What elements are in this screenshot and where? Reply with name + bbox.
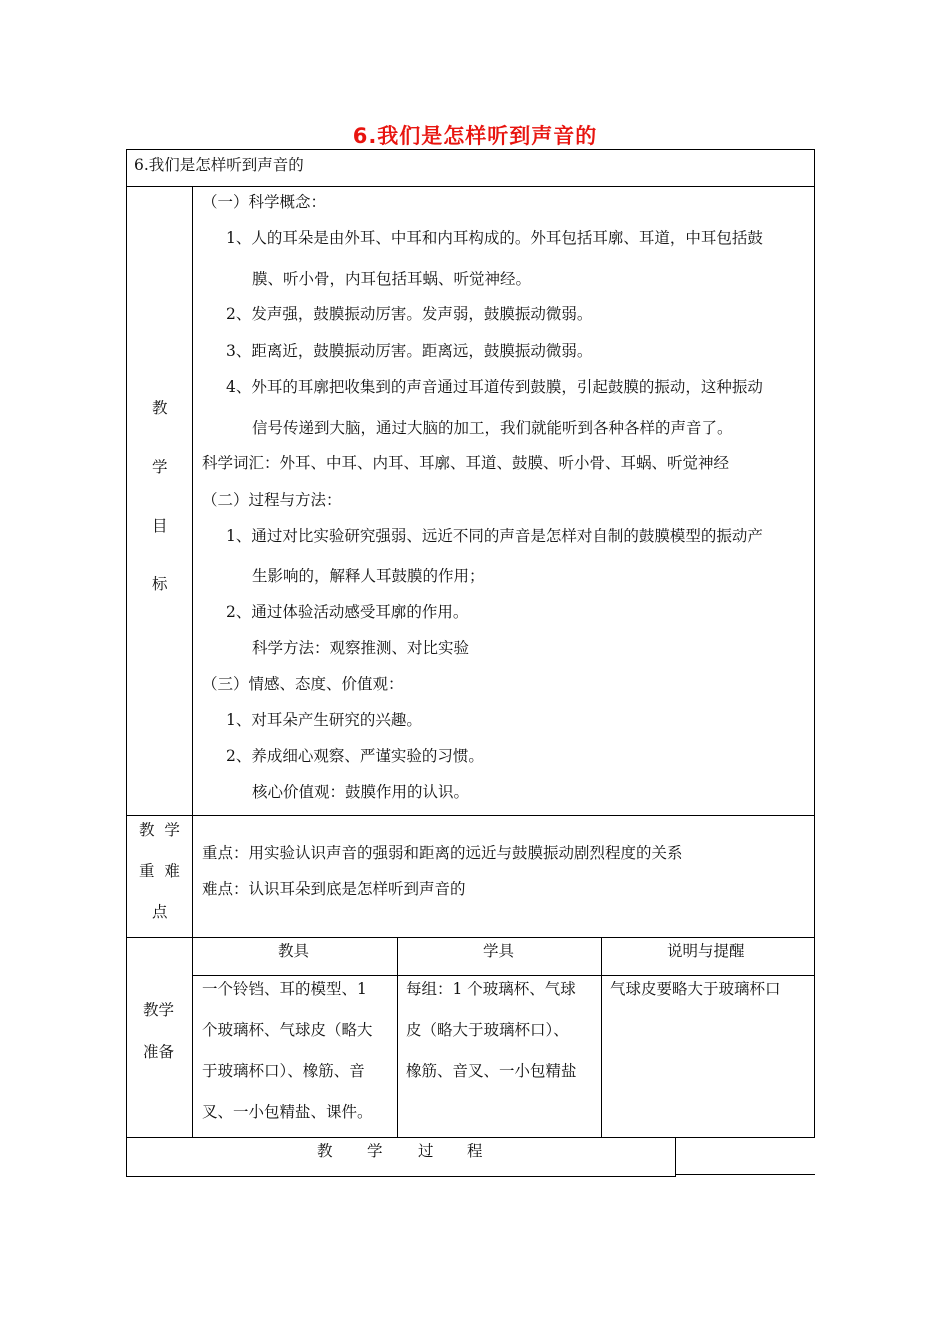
- table-border-label-col: [192, 186, 193, 1138]
- objective-line: 1、对耳朵产生研究的兴趣。: [226, 711, 422, 729]
- teaching-aids-line: 个玻璃杯、气球皮（略大: [202, 1021, 373, 1039]
- objectives-label-char: 学: [152, 458, 168, 476]
- prep-header-notes: 说明与提醒: [667, 942, 745, 960]
- objective-line: （二）过程与方法：: [202, 491, 342, 509]
- objective-line: 2、养成细心观察、严谨实验的习惯。: [226, 747, 484, 765]
- objective-line: 生影响的，解释人耳鼓膜的作用；: [252, 567, 485, 585]
- table-border-prep-header: [192, 975, 815, 976]
- objective-line: 1、通过对比实验研究强弱、远近不同的声音是怎样对自制的鼓膜模型的振动产: [226, 527, 763, 545]
- student-tools-line: 橡筋、音叉、一小包精盐: [406, 1062, 577, 1080]
- table-border-header: [126, 186, 815, 187]
- key-focus: 重点：用实验认识声音的强弱和距离的远近与鼓膜振动剧烈程度的关系: [202, 844, 683, 862]
- process-heading-char: 过: [418, 1142, 434, 1160]
- objective-line: 1、人的耳朵是由外耳、中耳和内耳构成的。外耳包括耳廓、耳道，中耳包括鼓: [226, 229, 763, 247]
- objective-line: 膜、听小骨，内耳包括耳蜗、听觉神经。: [252, 270, 532, 288]
- keypoints-label-row: 重 难: [139, 862, 180, 880]
- objective-line: 4、外耳的耳廓把收集到的声音通过耳道传到鼓膜，引起鼓膜的振动，这种振动: [226, 378, 763, 396]
- prep-header-student-tools: 学具: [483, 942, 515, 960]
- objectives-label-char: 目: [152, 517, 168, 535]
- objective-line: 2、通过体验活动感受耳廓的作用。: [226, 603, 469, 621]
- student-tools-line: 皮（略大于玻璃杯口）、: [406, 1021, 569, 1039]
- table-border-process-bottom: [126, 1176, 676, 1177]
- process-heading-char: 教: [317, 1142, 333, 1160]
- key-difficulty: 难点：认识耳朵到底是怎样听到声音的: [202, 880, 466, 898]
- table-border-right: [814, 149, 815, 1138]
- table-border-keypoints: [126, 937, 815, 938]
- objectives-label-char: 标: [152, 575, 168, 593]
- objective-line: 核心价值观：鼓膜作用的认识。: [252, 783, 470, 801]
- lesson-header: 6.我们是怎样听到声音的: [134, 156, 304, 174]
- objective-line: 科学词汇：外耳、中耳、内耳、耳廓、耳道、鼓膜、听小骨、耳蜗、听觉神经: [202, 454, 730, 472]
- objective-line: 科学方法：观察推测、对比实验: [252, 639, 470, 657]
- process-heading-char: 程: [467, 1142, 483, 1160]
- teaching-aids-line: 叉、一小包精盐、课件。: [202, 1103, 373, 1121]
- table-border-process-col: [675, 1137, 676, 1177]
- notes-line: 气球皮要略大于玻璃杯口: [610, 980, 781, 998]
- process-heading-char: 学: [367, 1142, 383, 1160]
- prep-label-row: 教学: [143, 1001, 175, 1019]
- objective-line: （一）科学概念：: [202, 193, 327, 211]
- objective-line: （三）情感、态度、价值观：: [202, 675, 404, 693]
- table-border-prep: [126, 1137, 815, 1138]
- keypoints-label-row: 教 学: [139, 821, 180, 839]
- prep-header-teaching-aids: 教具: [278, 942, 310, 960]
- objective-line: 信号传递到大脑，通过大脑的加工，我们就能听到各种各样的声音了。: [252, 419, 733, 437]
- table-border-prep-col1: [397, 937, 398, 1138]
- prep-label-row: 准备: [143, 1043, 175, 1061]
- table-border-objectives: [126, 815, 815, 816]
- teaching-aids-line: 一个铃铛、耳的模型、1: [202, 980, 367, 998]
- table-border-prep-col2: [601, 937, 602, 1138]
- table-border-left: [126, 149, 127, 1177]
- objective-line: 2、发声强，鼓膜振动厉害。发声弱，鼓膜振动微弱。: [226, 305, 593, 323]
- table-border-process-right: [676, 1174, 815, 1175]
- objective-line: 3、距离近，鼓膜振动厉害。距离远，鼓膜振动微弱。: [226, 342, 593, 360]
- objectives-label-char: 教: [152, 399, 168, 417]
- student-tools-line: 每组：1 个玻璃杯、气球: [406, 980, 576, 998]
- teaching-aids-line: 于玻璃杯口）、橡筋、音: [202, 1062, 365, 1080]
- table-border-top: [126, 149, 815, 150]
- document-title: 6.我们是怎样听到声音的: [352, 124, 598, 148]
- keypoints-label-row: 点: [152, 903, 168, 921]
